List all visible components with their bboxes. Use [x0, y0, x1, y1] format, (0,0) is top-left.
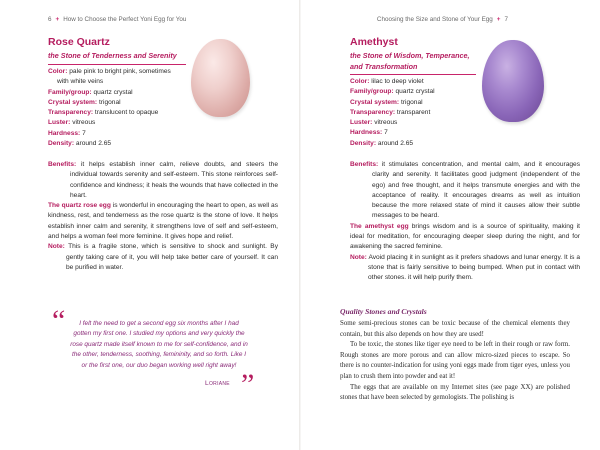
amethyst-subtitle-line-1: the Stone of Wisdom, Temperance, [350, 51, 470, 60]
rose-quartz-properties [48, 67, 192, 149]
prop-value: trigonal [400, 98, 423, 106]
prop-key: Density: [350, 139, 377, 147]
section-paragraph-1: Some semi-precious stones can be toxic because of the chemical elements they contain, but this also depends on how they are used! [340, 320, 570, 338]
amethyst-properties [350, 77, 480, 149]
testimonial-quote: I felt the need to get a second egg six months after I had gotten my first one. I studied my options and very quickly the rose quartz made itself known to me for self-confidence, and in the other, tenderness, soothing, femininity, and so forth. Like I or the first one, our duo began working well right away! [70, 320, 248, 369]
benefits-key: Benefits: [350, 161, 379, 168]
prop-key: Crystal system: [48, 98, 98, 106]
egg-key: The quartz rose egg [48, 202, 111, 210]
rose-quartz-rule [48, 64, 186, 65]
prop-value: vitreous [374, 119, 398, 127]
prop-value: with white veins [57, 78, 104, 86]
prop-value: vitreous [72, 119, 96, 127]
amethyst-subtitle [350, 51, 469, 72]
note-text: Avoid placing it in sunlight as it prefers shadows and lunar energy. It is a stone that is fairly sensitive to being bumped. When put in contact with other stones. it will help purify them. [368, 253, 581, 282]
right-running-title: Choosing the Size and Stone of Your Egg [376, 16, 493, 23]
benefits-text: it helps establish inner calm, relieve doubts, and steers the individual towards serenity and self-esteem. This stone reinforces self-confidence and kindness; it heals the wounds that have collected in the heart. [70, 161, 278, 199]
note-key: Note: [48, 243, 65, 251]
prop-value: around 2.65 [75, 140, 112, 148]
benefits-key: Benefits: [48, 161, 77, 168]
left-running-head [48, 16, 186, 23]
benefits-text: it stimulates concentration, and mental calm, and it encourages clarity and serenity. It facilitates good judgment (independent of the ego) and free thought, and it helps transmute energies and with the acceptance of reality. It encourages dreams as well as intuition because the more relaxed state of mind it causes allow their subtle messages to be heard. [372, 161, 581, 220]
prop-key: Color: [350, 78, 370, 85]
prop-value: pale pink to bright pink, sometimes [69, 68, 171, 75]
prop-value: trigonal [98, 98, 121, 106]
prop-key: Density: [48, 140, 75, 148]
rose-quartz-description [48, 160, 278, 273]
left-running-title: How to Choose the Perfect Yoni Egg for You [63, 16, 187, 23]
section-paragraph-2: To be toxic, the stones like tiger eye need to be left in their rough or raw form. Rough stones are more porous and can allow micro-sized pieces to escape. So there is no counter-indication for using yoni eggs made from tiger eyes, unless you plan to crush them into powder and eat it! [340, 341, 570, 380]
rose-quartz-egg-image [191, 39, 250, 117]
egg-text: brings wisdom and is a source of spirituality, making it ideal for meditation, for encouraging deeper sleep during the night, and for awakening the sacred feminine. [350, 222, 580, 251]
left-page-number: 6 [48, 16, 52, 23]
prop-key: Transparency: [48, 109, 94, 117]
prop-key: Luster: [48, 119, 71, 127]
amethyst-egg-image [482, 40, 544, 122]
prop-key: Transparency: [350, 108, 396, 116]
amethyst-rule [350, 74, 476, 75]
prop-value: lilac to deep violet [371, 78, 424, 85]
prop-value: around 2.65 [377, 139, 414, 147]
close-quote-icon: ” [241, 368, 255, 401]
rose-quartz-title: Rose Quartz [48, 36, 110, 48]
amethyst-title: Amethyst [350, 36, 398, 48]
right-running-head [377, 16, 508, 23]
section-heading: Quality Stones and Crystals [340, 307, 427, 316]
prop-key: Family/group: [48, 88, 92, 96]
plus-ornament-icon: + [496, 16, 501, 23]
egg-key: The amethyst egg [350, 222, 409, 230]
prop-key: Luster: [350, 119, 373, 127]
prop-key: Hardness: [48, 129, 81, 137]
testimonial-author: Loriane [205, 380, 230, 387]
prop-value: translucent to opaque [94, 109, 159, 117]
right-page-number: 7 [504, 16, 508, 23]
rose-quartz-subtitle: the Stone of Tenderness and Serenity [48, 51, 177, 60]
prop-value: quartz crystal [93, 88, 133, 96]
plus-ornament-icon: + [55, 16, 60, 23]
note-key: Note: [350, 253, 367, 261]
egg-text: is wonderful in encouraging the heart to open, as well as kindness, rest, and tenderness as the rose quartz is the stone of love. It helps establish inner calm and serenity, it strengthens love of self and self-esteem, and helps a woman feel more feminine. It gives hope and relief. [48, 202, 278, 241]
prop-value: 7 [384, 129, 388, 137]
amethyst-description [350, 160, 580, 284]
section-paragraph-3: The eggs that are available on my Internet sites (see page XX) are polished stones that have been selected by gemologists. The polishing is [340, 383, 570, 402]
prop-key: Family/group: [350, 88, 394, 96]
prop-key: Hardness: [350, 129, 383, 137]
open-quote-icon: “ [52, 304, 66, 337]
prop-value: transparent [396, 108, 431, 116]
amethyst-subtitle-line-2: and Transformation [350, 61, 418, 71]
prop-value: quartz crystal [395, 88, 435, 96]
note-text: This is a fragile stone, which is sensitive to shock and sunlight. By gently taking care of it, you will help take better care of yourself. It can be purified in water. [66, 243, 278, 271]
section-body [340, 319, 570, 404]
prop-key: Crystal system: [350, 98, 400, 106]
prop-value: 7 [82, 129, 86, 137]
prop-key: Color: [48, 68, 68, 75]
